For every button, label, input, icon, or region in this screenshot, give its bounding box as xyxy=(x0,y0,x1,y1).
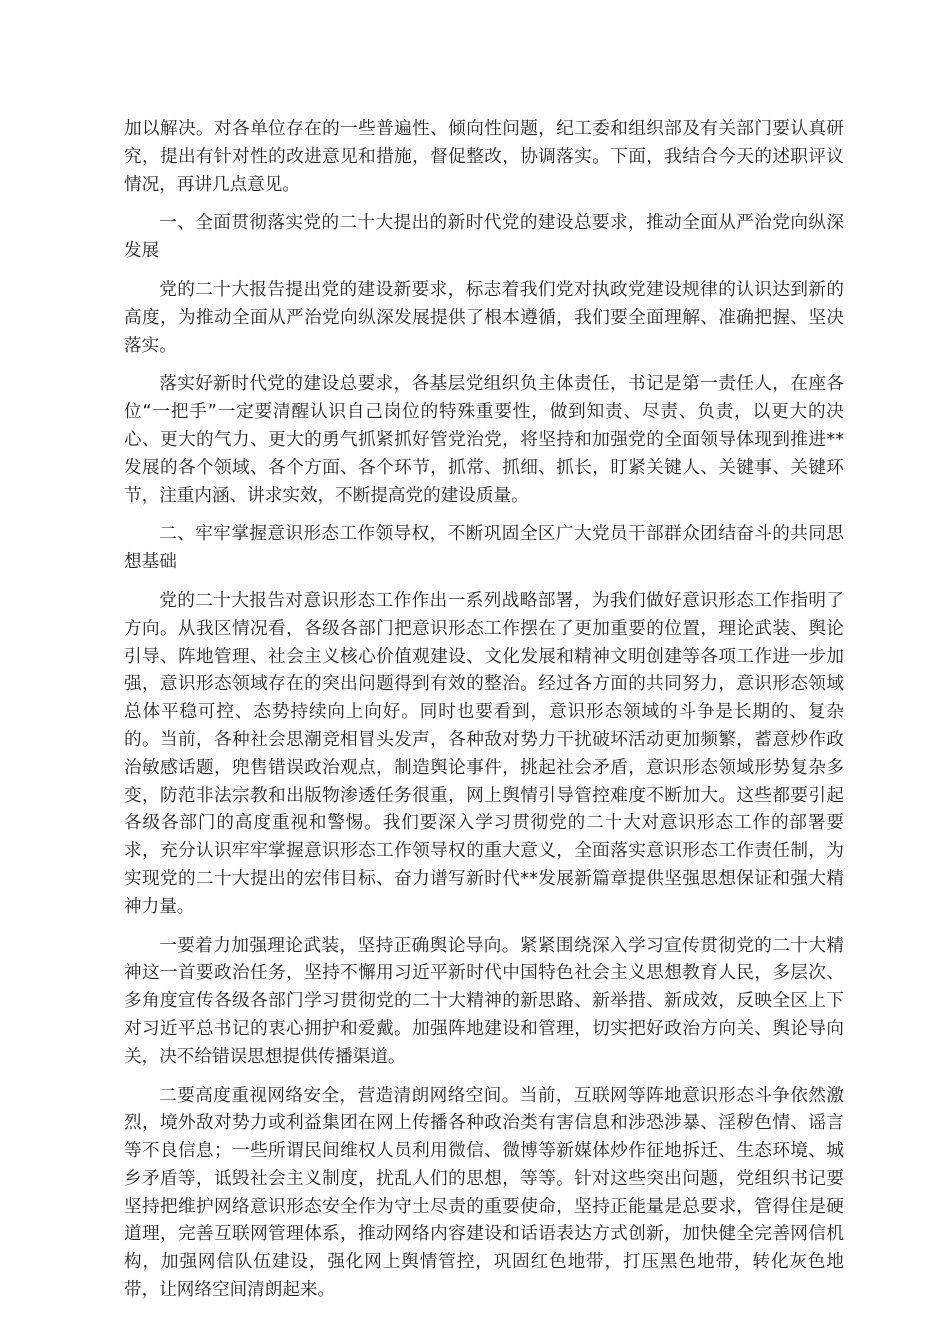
document-body xyxy=(124,116,844,1316)
paragraph: 党的二十大报告对意识形态工作作出一系列战略部署，为我们做好意识形态工作指明了方向。从我区情况看，各级各部门把意识形态工作摆在了更加重要的位置，理论武装、舆论引导、阵地管理、社会主义核心价值观建设、文化发展和精神文明创建等各项工作进一步加强，意识形态领域存在的突出问题得到有效的整治。经过各方面的共同努力，意识形态领域总体平稳可控、态势持续向上向好。同时也要看到，意识形态领域的斗争是长期的、复杂的。当前，各种社会思潮竞相冒头发声，各种敌对势力干扰破坏活动更加频繁，蓄意炒作政治敏感话题，兜售错误政治观点，制造舆论事件，挑起社会矛盾，意识形态领域形势复杂多变，防范非法宗教和出版物渗透任务很重，网上舆情引导管控难度不断加大。这些都要引起各级各部门的高度重视和警惕。我们要深入学习贯彻党的二十大对意识形态工作的部署要求，充分认识牢牢掌握意识形态工作领导权的重大意义，全面落实意识形态工作责任制，为实现党的二十大提出的宏伟目标、奋力谱写新时代**发展新篇章提供坚强思想保证和强大精神力量。 xyxy=(124,590,844,917)
section-heading-2: 二、牢牢掌握意识形态工作领导权，不断巩固全区广大党员干部群众团结奋斗的共同思想基础 xyxy=(124,524,844,573)
paragraph: 落实好新时代党的建设总要求，各基层党组织负主体责任，书记是第一责任人，在座各位“一把手”一定要清醒认识自己岗位的特殊重要性，做到知责、尽责、负责，以更大的决心、更大的气力、更大的勇气抓紧抓好管党治党，将坚持和加强党的全面领导体现到推进**发展的各个领域、各个方面、各个环节，抓常、抓细、抓长，盯紧关键人、关键事、关键环节，注重内涵、讲求实效，不断提高党的建设质量。 xyxy=(124,374,844,506)
section-heading-1: 一、全面贯彻落实党的二十大提出的新时代党的建设总要求，推动全面从严治党向纵深发展 xyxy=(124,213,844,262)
paragraph: 党的二十大报告提出党的建设新要求，标志着我们党对执政党建设规律的认识达到新的高度，为推动全面从严治党向纵深发展提供了根本遵循，我们要全面理解、准确把握、坚决落实。 xyxy=(124,279,844,356)
paragraph: 一要着力加强理论武装，坚持正确舆论导向。紧紧围绕深入学习宣传贯彻党的二十大精神这一首要政治任务，坚持不懈用习近平新时代中国特色社会主义思想教育人民，多层次、多角度宣传各级各部门学习贯彻党的二十大精神的新思路、新举措、新成效，反映全区上下对习近平总书记的衷心拥护和爱戴。加强阵地建设和管理，切实把好政治方向关、舆论导向关，决不给错误思想提供传播渠道。 xyxy=(124,935,844,1067)
paragraph: 二要高度重视网络安全，营造清朗网络空间。当前，互联网等阵地意识形态斗争依然激烈，境外敌对势力或利益集团在网上传播各种政治类有害信息和涉恐涉暴、淫秽色情、谣言等不良信息；一些所谓民间维权人员利用微信、微博等新媒体炒作征地拆迁、生态环境、城乡矛盾等，诋毁社会主义制度，扰乱人们的思想，等等。针对这些突出问题，党组织书记要坚持把维护网络意识形态安全作为守土尽责的重要使命，坚持正能量是总要求，管得住是硬道理，完善互联网管理体系，推动网络内容建设和话语表达方式创新，加快健全完善网信机构，加强网信队伍建设，强化网上舆情管控，巩固红色地带，打压黑色地带，转化灰色地带，让网络空间清朗起来。 xyxy=(124,1085,844,1301)
paragraph-opening: 加以解决。对各单位存在的一些普遍性、倾向性问题，纪工委和组织部及有关部门要认真研究，提出有针对性的改进意见和措施，督促整改，协调落实。下面，我结合今天的述职评议情况，再讲几点意见。 xyxy=(124,119,844,195)
